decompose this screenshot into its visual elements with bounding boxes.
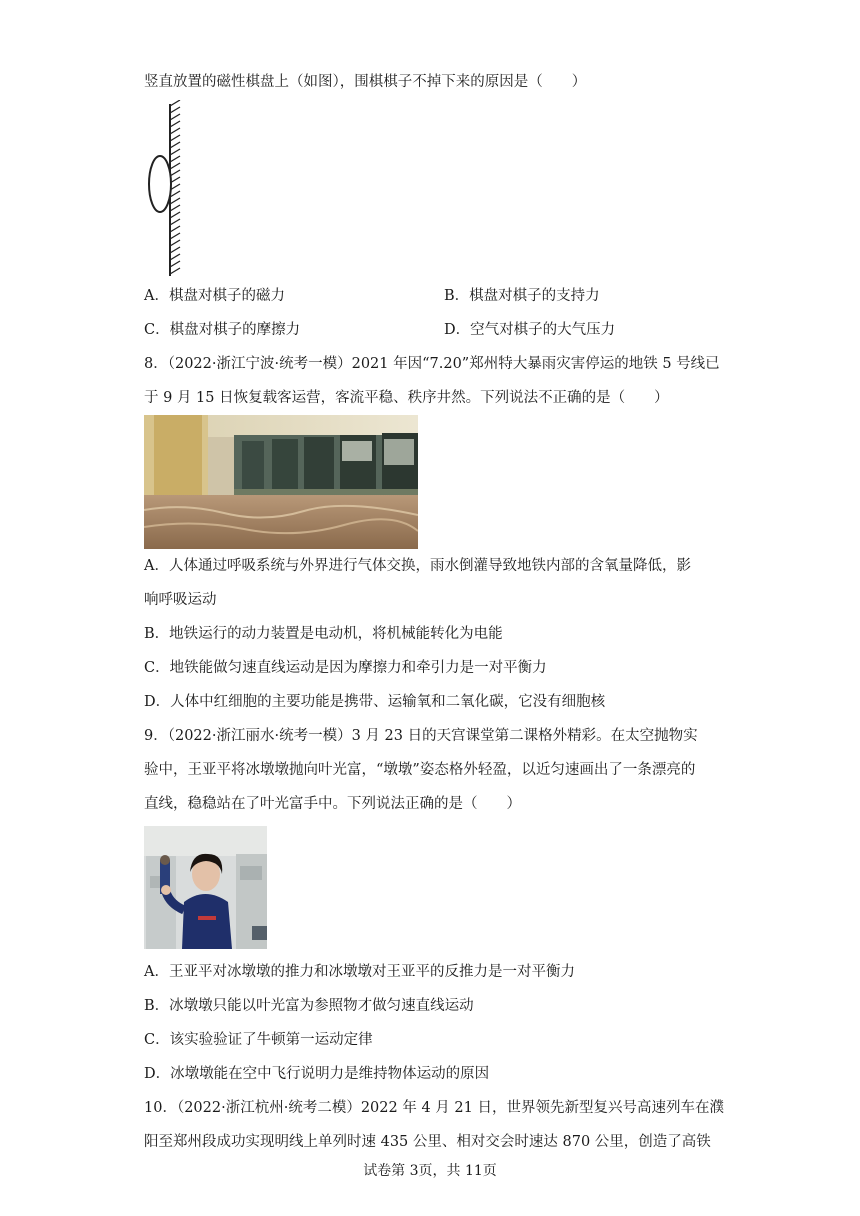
flooded-subway-photo (144, 415, 418, 549)
space-station-astronaut-photo (144, 826, 267, 949)
q9-option-b: B．冰墩墩只能以叶光富为参照物才做匀速直线运动 (144, 998, 474, 1014)
q9-option-c: C．该实验验证了牛顿第一运动定律 (144, 1032, 373, 1048)
q9-option-d: D．冰墩墩能在空中飞行说明力是维持物体运动的原因 (144, 1066, 490, 1082)
q7-option-b: B．棋盘对棋子的支持力 (444, 288, 600, 304)
q7-stem: 竖直放置的磁性棋盘上（如图），围棋棋子不掉下来的原因是（ ） (144, 74, 587, 90)
q8-option-b: B．地铁运行的动力装置是电动机，将机械能转化为电能 (144, 626, 503, 642)
q9-option-a: A．王亚平对冰墩墩的推力和冰墩墩对王亚平的反推力是一对平衡力 (144, 964, 575, 980)
q8-stem-line1: 8．（2022·浙江宁波·统考一模）2021 年因“7.20”郑州特大暴雨灾害停运的地铁 5 号线已 (144, 356, 720, 372)
chess-piece (149, 156, 171, 212)
q7-option-d: D．空气对棋子的大气压力 (444, 322, 616, 338)
q8-option-a-line2: 响呼吸运动 (144, 592, 217, 608)
q9-stem-line1: 9．（2022·浙江丽水·统考一模）3 月 23 日的天宫课堂第二课格外精彩。在太空抛物实 (144, 728, 698, 744)
q9-stem-line3: 直线，稳稳站在了叶光富手中。下列说法正确的是（ ） (144, 796, 521, 812)
q10-stem-line1: 10．（2022·浙江杭州·统考二模）2022 年 4 月 21 日，世界领先新型复兴号高速列车在濮 (144, 1100, 724, 1116)
q9-stem-line2: 验中，王亚平将冰墩墩抛向叶光富，“墩墩”姿态格外轻盈，以近匀速画出了一条漂亮的 (144, 762, 696, 778)
q8-option-d: D．人体中红细胞的主要功能是携带、运输氧和二氧化碳，它没有细胞核 (144, 694, 606, 710)
q10-stem-line2: 阳至郑州段成功实现明线上单列时速 435 公里、相对交会时速达 870 公里，创造了高铁 (144, 1134, 711, 1150)
page-footer: 试卷第 3页，共 11页 (363, 1163, 497, 1179)
q7-option-c: C．棋盘对棋子的摩擦力 (144, 322, 301, 338)
q8-option-c: C．地铁能做匀速直线运动是因为摩擦力和牵引力是一对平衡力 (144, 660, 547, 676)
q8-stem-line2: 于 9 月 15 日恢复载客运营，客流平稳、秩序井然。下列说法不正确的是（ ） (144, 390, 669, 406)
q7-option-a: A．棋盘对棋子的磁力 (144, 288, 285, 304)
magnetic-board-figure (140, 100, 190, 280)
q8-option-a-line1: A．人体通过呼吸系统与外界进行气体交换，雨水倒灌导致地铁内部的含氧量降低，影 (144, 558, 691, 574)
